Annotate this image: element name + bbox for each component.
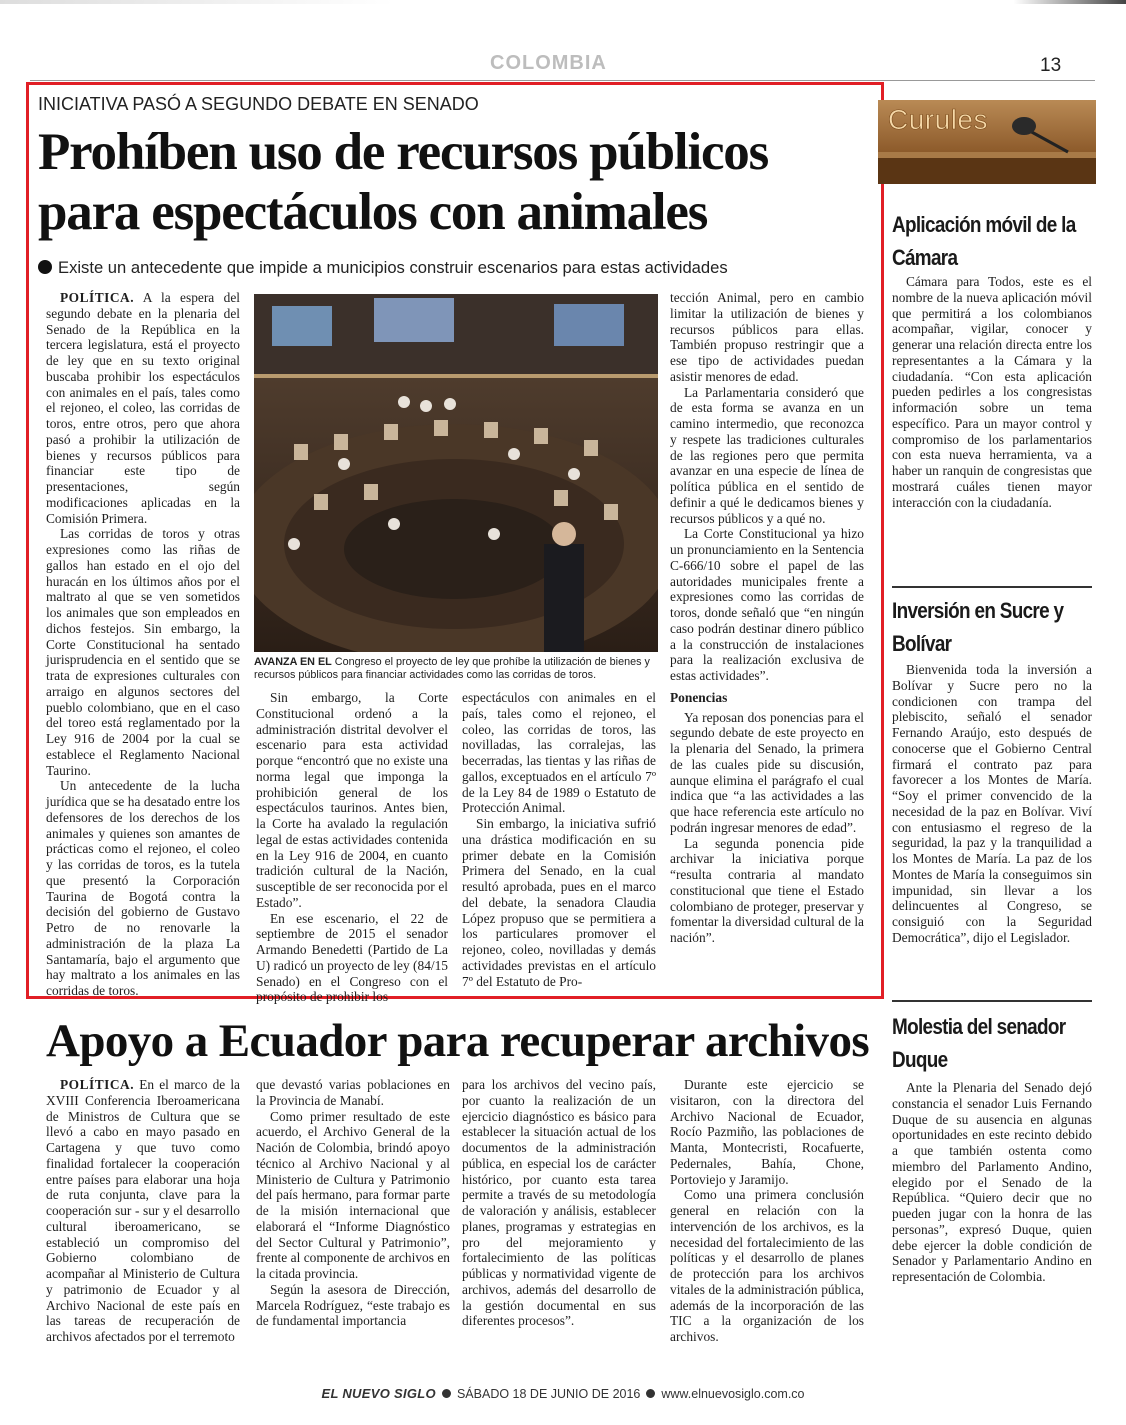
caption-lead: AVANZA EN EL	[254, 656, 332, 668]
issue-date: SÁBADO 18 DE JUNIO DE 2016	[456, 1387, 641, 1401]
scan-edge	[0, 0, 1126, 4]
paragraph: tección Animal, pero en cambio limitar la utilización de bienes y recursos públicos para ellas. También propuso restringir que a ese tipo de actividades puedan asistir menores de edad.	[670, 290, 864, 384]
paragraph: Sin embargo, la iniciativa sufrió una drástica modificación en su primer debate en la Comisión Primera del Senado, en la cual resultó aprobada, pues en el marco del debate, la senadora Claudia López propuso que se permitiera a los particulares promover el rejoneo, coleo, novilladas y demás actividades previstas en el artículo 7º del Estatuto de Pro-	[462, 816, 656, 989]
sidebar-text	[892, 1080, 1092, 1285]
newspaper-brand: EL NUEVO SIGLO	[321, 1386, 436, 1401]
paragraph: En ese escenario, el 22 de septiembre de 2015 el senador Armando Benedetti (Partido de La U) radicó un proyecto de ley (84/15 Senado) en el Congreso con el propósito de prohibir los	[256, 910, 448, 1005]
article-column-4	[670, 290, 864, 946]
paragraph: para los archivos del vecino país, por cuanto la realización de un ejercicio diagnóstico es básico para establecer la situación actual de los documentos de la administración pública, en especial los de carácter histórico, por cuanto esta tarea permite a través de su metodología de valoración y análisis, establecer planes, programas y estrategias en pro del mejoramiento y fortalecimiento de las políticas públicas y normatividad vigente de archivos, además del desarrollo de la gestión documental en sus diferentes procesos”.	[462, 1077, 656, 1329]
sidebar-divider	[892, 586, 1092, 588]
paragraph: Sin embargo, la Corte Constitucional ordenó a la administración distrital devolver el escenario para esta actividad porque “encontró que no existe una norma legal que imponga la prohibición general de los espectáculos taurinos. Antes bien, la Corte ha avalado la regulación legal de estas actividades contenida en la Ley 916 de 2004, en cuanto tradición cultural de la Nación, susceptible de ser reconocida por el Estado”.	[256, 690, 448, 910]
bullet-icon	[646, 1389, 655, 1398]
paragraph: La segunda ponencia pide archivar la iniciativa porque “resulta contraria al mandato constitucional que tiene el Estado colombiano de proteger, preservar y fomentar la diversidad cultural de la nación”.	[670, 835, 864, 945]
article-column-2	[256, 690, 448, 1005]
second-article-column-4	[670, 1077, 864, 1345]
website-url: www.elnuevosiglo.com.co	[661, 1387, 805, 1401]
top-rule	[30, 80, 1095, 81]
paragraph: Un antecedente de la lucha jurídica que se ha desatado entre los defensores de los derechos de los animales y quienes son amantes de prácticas como el rejoneo, el coleo y las corridas de toros, es la tutela que presentó la Corporación Taurina de Bogotá contra la decisión del gobierno de Gustavo Petro de no renovarle la administración de la plaza La Santamaría, bajo el argumento que hay maltrato a los animales en las corridas de toros.	[46, 778, 240, 998]
bullet-icon	[442, 1389, 451, 1398]
sidebar-heading: Molestia del senador Duque	[892, 1014, 1066, 1072]
sidebar-heading: Aplicación móvil de la Cámara	[892, 212, 1076, 270]
article-column-3	[462, 690, 656, 989]
sidebar-text	[892, 274, 1092, 510]
bullet-icon	[38, 260, 52, 274]
dateline: POLÍTICA.	[60, 1077, 135, 1092]
paragraph: Cámara para Todos, este es el nombre de la nueva aplicación móvil que permitirá a los colombianos acompañar, vigilar, conocer y generar una relación directa entre los representantes a la Cámara y la ciudadanía. “Con esta aplicación pueden pedirles a los congresistas información sobre un tema específico. Para un mayor control y compromiso de los parlamentarios con esta nueva herramienta, va a haber un ranquin de congresistas que mostrará cuáles tienen mayor interacción con la ciudadanía.	[892, 274, 1092, 510]
paragraph: Ya reposan dos ponencias para el segundo debate de este proyecto en la plenaria del Senado, la primera de las cuales pide su discusión, aunque elimina el parágrafo el cual indica que “a las actividades a las que hace referencia este artículo no podrán ingresar menores de edad”.	[670, 709, 864, 835]
sidebar-heading: Inversión en Sucre y Bolívar	[892, 598, 1064, 656]
sidebar-text	[892, 662, 1092, 946]
page-number: 13	[1040, 55, 1062, 76]
paragraph: Como una primera conclusión general en relación con la intervención de los archivos, es la necesidad del fortalecimiento de las políticas y el desarrollo de planes de protección para los archivos vitales de la administración pública, además de la incorporación de las TIC a la organización de los archivos.	[670, 1187, 864, 1344]
section-label: COLOMBIA	[490, 52, 607, 74]
sidebar-divider	[892, 1000, 1092, 1002]
caption-text: Congreso el proyecto de ley que prohíbe la utilización de bienes y recursos públicos para financiar actividades como las corridas de toros.	[254, 656, 650, 681]
story-subhead	[38, 258, 858, 278]
story-kicker: INICIATIVA PASÓ A SEGUNDO DEBATE EN SENADO	[38, 94, 479, 114]
paragraph: Según la asesora de Dirección, Marcela Rodríguez, “este trabajo es de fundamental importancia	[256, 1281, 450, 1329]
second-article-column-3	[462, 1077, 656, 1329]
paragraph: En el marco de la XVIII Conferencia Iberoamericana de Ministros de Cultura que se llevó a cabo en mayo pasado en Cartagena y que tuvo como finalidad fortalecer la cooperación entre países para elaborar una hoja de ruta conjunta, clave para la cooperación sur - sur y el desarrollo cultural iberoamericano, se estableció un compromiso del Gobierno colombiano de acompañar al Ministerio de Cultura y patrimonio de Ecuador y al Archivo Nacional de este país en las tareas de recuperación de archivos afectados por el terremoto	[46, 1077, 240, 1344]
second-article-column-2	[256, 1077, 450, 1329]
paragraph: Durante este ejercicio se visitaron, con la directora del Archivo Nacional de Ecuador, Rocío Pazmiño, las poblaciones de Manta, Montecristi, Rocafuerte, Pedernales, Bahía, Chone, Portoviejo y Jaramijo.	[670, 1077, 864, 1187]
dateline: POLÍTICA.	[60, 290, 135, 305]
story-headline: Prohíben uso de recursos públicos para espectáculos con animales	[38, 123, 769, 241]
paragraph: espectáculos con animales en el país, tales como el rejoneo, el coleo, las corridas de toros, las novilladas, las corralejas, las becerradas, las tientas y las riñas de gallos, exceptuados en el artículo 7º de la Ley 84 de 1989 o Estatuto de Protección Animal.	[462, 690, 656, 816]
paragraph: Bienvenida toda la inversión a Bolívar y Sucre pero no la condicionen con trampa del plebiscito, señaló el senador Fernando Araújo, esto después de conocerse que el Gobierno Central firmará el contrato paz para favorecer a los Montes de María. “Soy el primer convencido de la necesidad de la paz en Bolívar. Viví con entusiasmo el regreso de la seguridad, la paz y la tranquilidad a los Montes de María. La paz de los Montes de María la conseguimos sin impunidad, sin llevar a los delincuentes al Congreso, se consiguió con la Seguridad Democrática”, dijo el Legislador.	[892, 662, 1092, 945]
paragraph: Como primer resultado de este acuerdo, el Archivo General de la Nación de Colombia, brindó apoyo técnico al Archivo Nacional y al Ministerio de Cultura y Patrimonio del país hermano, para formar parte de la misión internacional que elaborará el “Informe Diagnóstico del Sector Cultural y Patrimonio”, frente al componente de archivos en la citada provincia.	[256, 1108, 450, 1281]
section-subhead: Ponencias	[670, 689, 728, 705]
page-footer	[0, 1386, 1126, 1401]
paragraph: Las corridas de toros y otras expresiones como las riñas de gallos han estado en el ojo del huracán en los últimos años por el maltrato al que se ven sometidos los animales que son empleados en dichos festejos. Sin embargo, la Corte Constitucional ha sentado jurisprudencia en el sentido que se trata de expresiones culturales con arraigo en algunos sectores del pueblo colombiano, que en el caso del toreo está reglamentado por la Ley 916 de 2004 por la cual se establece el Reglamento Nacional Taurino.	[46, 526, 240, 778]
paragraph: La Corte Constitucional ya hizo un pronunciamiento en la Sentencia C-666/10 sobre el papel de las autoridades municipales frente a expresiones como las corridas de toros, donde señaló que “en ningún caso podrán destinar dinero público a la construcción de instalaciones para la realización exclusiva de estas actividades”.	[670, 526, 864, 683]
paragraph: A la espera del segundo debate en la plenaria del Senado de la República en la tercera legislatura, está el proyecto de ley que en su texto original buscaba prohibir los espectáculos con animales en el país, tales como el rejoneo, el coleo, las corridas de toros, entre otros, pero que ahora pasó a prohibir la utilización de bienes y recursos públicos para financiar este tipo de presentaciones, según modificaciones aplicadas en la Comisión Primera.	[46, 290, 240, 526]
subhead-text: Existe un antecedente que impide a municipios construir escenarios para estas actividades	[58, 258, 728, 277]
article-column-1	[46, 290, 240, 999]
paragraph: que devastó varias poblaciones en la Provincia de Manabí.	[256, 1077, 450, 1108]
paragraph: Ante la Plenaria del Senado dejó constancia el senador Luis Fernando Duque de su ausencia en algunas oportunidades en este recinto debido a que también ostenta como miembro del Parlamento Andino, elegido por el Senado de la República. “Quiero decir que no pueden jugar con la honra de las personas”, expresó Duque, quien debe ejercer la doble condición de Senador y Parlamentario Andino en representación de Colombia.	[892, 1080, 1092, 1284]
sidebar-banner-title: Curules	[888, 104, 988, 135]
photo-illustration	[254, 294, 658, 652]
second-story-headline: Apoyo a Ecuador para recuperar archivos	[46, 1015, 870, 1067]
senate-plenary-photo	[254, 294, 658, 652]
photo-caption	[254, 656, 658, 682]
second-article-column-1	[46, 1077, 240, 1345]
paragraph: La Parlamentaria consideró que de esta forma se avanza en un camino intermedio, que reconozca y respete las tradiciones culturales de las regiones pero que permita avanzar en una especie de línea de política pública en el sentido de definir a qué le dedicamos bienes y recursos públicos y a qué no.	[670, 384, 864, 526]
